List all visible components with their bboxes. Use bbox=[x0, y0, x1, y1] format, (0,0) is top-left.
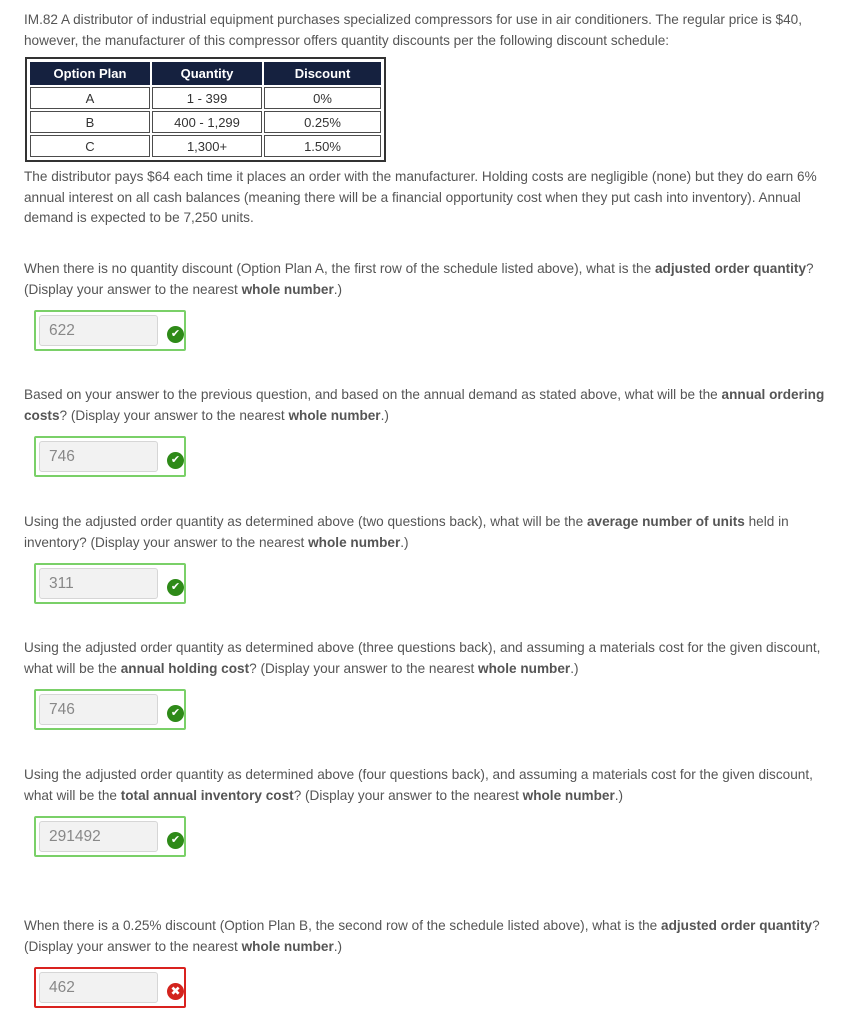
question-text-segment: ? (Display your answer to the nearest bbox=[293, 787, 523, 803]
question-text-segment: .) bbox=[380, 407, 389, 423]
cell-quantity: 1 - 399 bbox=[152, 87, 262, 109]
answer-input[interactable]: 746 bbox=[39, 441, 158, 472]
question-text-segment: When there is no quantity discount (Option Plan A, the first row of the schedule listed above), what is the bbox=[24, 261, 655, 276]
answer-field-container bbox=[34, 816, 186, 857]
question-text bbox=[24, 916, 839, 957]
answer-field-container bbox=[34, 689, 186, 730]
question-emphasis: whole number bbox=[478, 660, 571, 676]
question-text-segment: Based on your answer to the previous question, and based on the annual demand as stated above, what will be the bbox=[24, 387, 722, 402]
answer-input[interactable]: 311 bbox=[39, 568, 158, 599]
answer-field-container bbox=[34, 310, 186, 351]
answer-input[interactable]: 746 bbox=[39, 694, 158, 725]
question-block bbox=[24, 385, 839, 466]
x-icon: ✖ bbox=[167, 983, 184, 1000]
answer-input[interactable]: 462 bbox=[39, 972, 158, 1003]
cell-option-plan: C bbox=[30, 135, 150, 157]
cell-option-plan: B bbox=[30, 111, 150, 133]
check-icon: ✔ bbox=[167, 705, 184, 722]
question-block bbox=[24, 638, 839, 719]
question-text-segment: Using the adjusted order quantity as determined above (three questions back), and assuming a materials cost for the given discount, what will be the bbox=[24, 640, 821, 676]
question-text bbox=[24, 385, 839, 426]
cell-discount: 0% bbox=[264, 87, 381, 109]
question-emphasis: annual holding cost bbox=[120, 660, 250, 676]
question-text bbox=[24, 512, 839, 553]
answer-field-container bbox=[34, 967, 186, 1008]
answer-field-container bbox=[34, 563, 186, 604]
problem-intro: IM.82 A distributor of industrial equipment purchases specialized compressors for use in air conditioners. The regular price is $40, however, the manufacturer of this compressor offers quantity discounts per the following discount schedule: bbox=[24, 12, 803, 48]
table-row bbox=[30, 87, 381, 109]
question-text-segment: ? (Display your answer to the nearest bbox=[24, 918, 820, 954]
cell-option-plan: A bbox=[30, 87, 150, 109]
cell-quantity: 400 - 1,299 bbox=[152, 111, 262, 133]
question-emphasis: adjusted order quantity bbox=[661, 918, 813, 933]
cell-quantity: 1,300+ bbox=[152, 135, 262, 157]
check-icon: ✔ bbox=[167, 326, 184, 343]
check-icon: ✔ bbox=[167, 579, 184, 596]
column-header-option-plan: Option Plan bbox=[30, 62, 150, 85]
question-text bbox=[24, 638, 839, 679]
question-text-segment: held in inventory? (Display your answer to the nearest bbox=[24, 514, 789, 550]
question-text-segment: .) bbox=[333, 281, 343, 297]
cell-discount: 1.50% bbox=[264, 135, 381, 157]
question-text-segment: .) bbox=[614, 787, 624, 803]
answer-field-container bbox=[34, 436, 186, 477]
question-emphasis: whole number bbox=[308, 534, 401, 550]
answer-input[interactable]: 622 bbox=[39, 315, 158, 346]
question-emphasis: average number of units bbox=[586, 514, 745, 529]
question-emphasis: annual ordering costs bbox=[24, 387, 825, 423]
table-row bbox=[30, 135, 381, 157]
question-text-segment: ? (Display your answer to the nearest bbox=[249, 660, 479, 676]
question-text-segment: Using the adjusted order quantity as determined above (two questions back), what will be the bbox=[24, 514, 587, 529]
column-header-quantity: Quantity bbox=[152, 62, 262, 85]
problem-description: The distributor pays $64 each time it places an order with the manufacturer. Holding costs are negligible (none) but they do earn 6% annual interest on all cash balances (meaning there will be a financial opportunity cost when they put cash into inventory). Annual demand is expected to be 7,250 units. bbox=[24, 169, 817, 225]
table-row bbox=[30, 111, 381, 133]
question-emphasis: whole number bbox=[241, 938, 334, 954]
table-header-row bbox=[30, 62, 381, 85]
question-text-segment: .) bbox=[333, 938, 343, 954]
question-text-segment: Using the adjusted order quantity as determined above (four questions back), and assuming a materials cost for the given discount, what will be the bbox=[24, 767, 813, 803]
question-text-segment: .) bbox=[400, 534, 409, 550]
question-text-segment: .) bbox=[570, 660, 579, 676]
question-emphasis: whole number bbox=[241, 281, 334, 297]
question-block bbox=[24, 512, 839, 593]
question-emphasis: total annual inventory cost bbox=[120, 787, 294, 803]
question-emphasis: whole number bbox=[522, 787, 615, 803]
answer-input[interactable]: 291492 bbox=[39, 821, 158, 852]
question-text-segment: ? (Display your answer to the nearest bbox=[24, 261, 814, 297]
question-text-segment: ? (Display your answer to the nearest bbox=[59, 407, 289, 423]
check-icon: ✔ bbox=[167, 452, 184, 469]
column-header-discount: Discount bbox=[264, 62, 381, 85]
question-emphasis: whole number bbox=[288, 407, 381, 423]
check-icon: ✔ bbox=[167, 832, 184, 849]
question-block bbox=[24, 765, 839, 846]
question-emphasis: adjusted order quantity bbox=[654, 261, 807, 276]
question-block bbox=[24, 916, 839, 998]
question-block bbox=[24, 259, 839, 340]
discount-schedule-table bbox=[25, 57, 386, 162]
cell-discount: 0.25% bbox=[264, 111, 381, 133]
question-text-segment: When there is a 0.25% discount (Option Plan B, the second row of the schedule listed above), what is the bbox=[24, 918, 662, 933]
question-text bbox=[24, 765, 839, 806]
question-text bbox=[24, 259, 839, 300]
